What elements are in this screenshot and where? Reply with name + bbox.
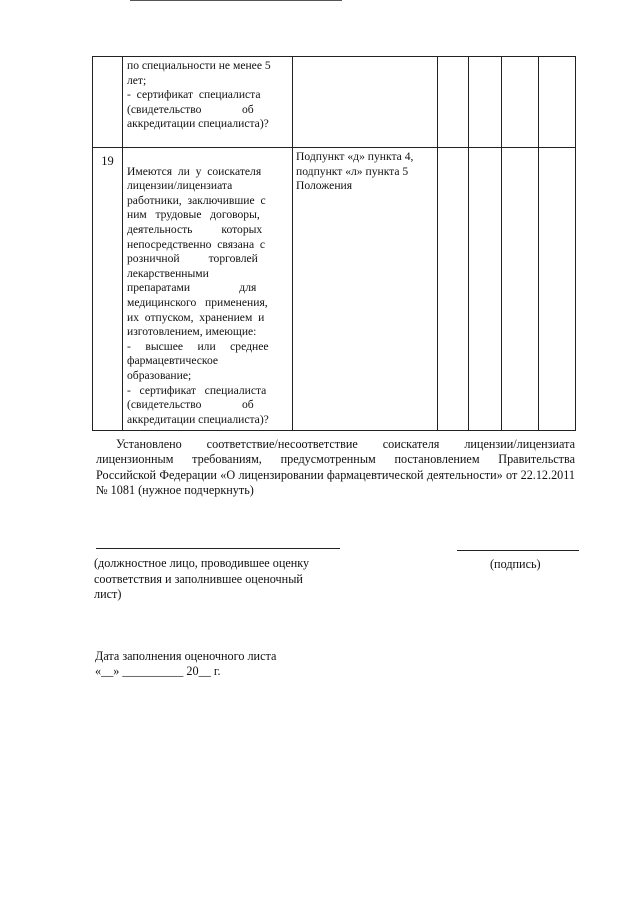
question-line: изготовлением, имеющие:: [127, 325, 257, 339]
question-line: Имеются ли у соискателя: [127, 164, 262, 178]
answer-cell[interactable]: [469, 57, 502, 148]
question-line: аккредитации специалиста)?: [127, 412, 269, 426]
answer-cell[interactable]: [502, 148, 539, 431]
question-line: лекарственными: [127, 266, 209, 280]
question-line: работники, заключившие с: [127, 193, 266, 207]
question-line: - высшее или среднее: [127, 339, 269, 353]
basis-cell: [293, 57, 438, 148]
row-number: [93, 57, 123, 148]
signature-label: (подпись): [490, 557, 541, 571]
signature-line[interactable]: [457, 550, 579, 551]
basis-cell: [293, 148, 438, 431]
official-label: [94, 556, 344, 603]
question-line: их отпуском, хранением и: [127, 310, 265, 324]
answer-cell[interactable]: [539, 148, 576, 431]
date-label: Дата заполнения оценочного листа: [95, 649, 277, 663]
answer-cell[interactable]: [502, 57, 539, 148]
question-line: лет;: [127, 73, 147, 87]
question-line: деятельность которых: [127, 222, 263, 236]
question-line: (свидетельство об: [127, 398, 254, 412]
question-line: непосредственно связана с: [127, 237, 266, 251]
question-line: аккредитации специалиста)?: [127, 117, 269, 131]
basis-line: Положения: [296, 179, 353, 193]
question-line: лицензии/лицензиата: [127, 179, 233, 193]
official-label-line: (должностное лицо, проводившее оценку: [94, 556, 310, 570]
answer-cell[interactable]: [438, 57, 469, 148]
answer-cell[interactable]: [539, 57, 576, 148]
question-line: розничной торговлей: [127, 252, 258, 266]
conclusion-paragraph: Установлено соответствие/несоответствие соискателя лицензии/лицензиата лицензионным требованиям, предусмотренным постановлением Правительства Российской Федерации «О лицензировании фармацевтической деятельности» от 22.12.2011 № 1081 (нужное подчеркнуть): [96, 437, 575, 497]
question-line: образование;: [127, 368, 192, 382]
official-signature-line[interactable]: [96, 548, 340, 549]
answer-cell[interactable]: [438, 148, 469, 431]
question-cell: [123, 148, 293, 431]
question-cell: [123, 57, 293, 148]
basis-line: подпункт «л» пункта 5: [296, 164, 409, 178]
question-line: (свидетельство об: [127, 102, 254, 116]
table-row: [93, 57, 576, 148]
table-row: [93, 148, 576, 431]
date-field[interactable]: «__» __________ 20__ г.: [95, 664, 221, 678]
question-line: - сертификат специалиста: [127, 88, 261, 102]
question-line: медицинского применения,: [127, 295, 268, 309]
official-label-line: лист): [94, 587, 122, 601]
question-line: - сертификат специалиста: [127, 383, 267, 397]
basis-line: Подпункт «д» пункта 4,: [296, 150, 414, 163]
evaluation-table: [92, 56, 576, 431]
question-line: препаратами для: [127, 281, 257, 295]
top-page-rule: [130, 0, 342, 1]
question-line: по специальности не менее 5: [127, 59, 271, 72]
answer-cell[interactable]: [469, 148, 502, 431]
question-line: ним трудовые договоры,: [127, 208, 260, 222]
row-number: 19: [93, 148, 123, 431]
official-label-line: соответствия и заполнившее оценочный: [94, 571, 303, 586]
question-line: фармацевтическое: [127, 354, 219, 368]
